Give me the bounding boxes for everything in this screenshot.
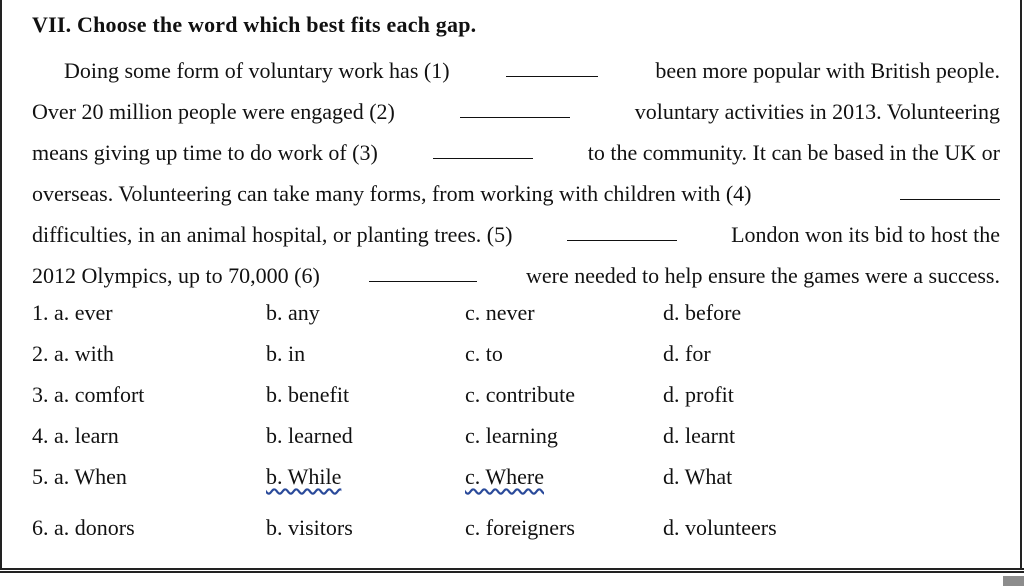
option-5a[interactable]: 5. a. When bbox=[32, 464, 127, 489]
option-3a[interactable]: 3. a. comfort bbox=[32, 382, 145, 407]
bottom-rule bbox=[0, 568, 1024, 573]
passage-line-6 bbox=[32, 255, 1000, 296]
passage-text: Over 20 million people were engaged (2) bbox=[32, 99, 395, 124]
gap-3[interactable] bbox=[433, 132, 533, 159]
option-1d[interactable]: d. before bbox=[663, 300, 742, 325]
passage-line-4 bbox=[32, 173, 1000, 214]
exercise-heading: VII. Choose the word which best fits each gap. bbox=[32, 12, 477, 37]
passage-line-1 bbox=[32, 50, 1000, 91]
option-4d[interactable]: d. learnt bbox=[663, 423, 736, 448]
gap-4[interactable] bbox=[900, 173, 1000, 200]
option-5c[interactable]: c. Where bbox=[465, 464, 544, 489]
passage-text: overseas. Volunteering can take many forms, from working with children with (4) bbox=[32, 181, 752, 206]
passage bbox=[32, 50, 1000, 296]
option-1b[interactable]: b. any bbox=[266, 300, 320, 325]
passage-line-5 bbox=[32, 214, 1000, 255]
gap-6[interactable] bbox=[369, 255, 477, 282]
passage-text: difficulties, in an animal hospital, or planting trees. (5) bbox=[32, 222, 513, 247]
option-2d[interactable]: d. for bbox=[663, 341, 711, 366]
option-6a[interactable]: 6. a. donors bbox=[32, 515, 135, 540]
gap-2[interactable] bbox=[460, 91, 570, 118]
passage-text: 2012 Olympics, up to 70,000 (6) bbox=[32, 263, 320, 288]
option-2a[interactable]: 2. a. with bbox=[32, 341, 114, 366]
option-4a[interactable]: 4. a. learn bbox=[32, 423, 119, 448]
passage-text: means giving up time to do work of (3) bbox=[32, 140, 378, 165]
option-5d[interactable]: d. What bbox=[663, 464, 733, 489]
option-6d[interactable]: d. volunteers bbox=[663, 515, 777, 540]
passage-text: to the community. It can be based in the UK or bbox=[587, 140, 1000, 165]
scroll-indicator bbox=[1003, 576, 1024, 586]
passage-text: were needed to help ensure the games were a success. bbox=[525, 263, 1000, 288]
passage-line-3 bbox=[32, 132, 1000, 173]
option-1a[interactable]: 1. a. ever bbox=[32, 300, 113, 325]
option-3d[interactable]: d. profit bbox=[663, 382, 734, 407]
passage-text: Doing some form of voluntary work has (1) bbox=[64, 58, 450, 83]
option-6b[interactable]: b. visitors bbox=[266, 515, 353, 540]
option-2c[interactable]: c. to bbox=[465, 341, 503, 366]
option-5b[interactable]: b. While bbox=[266, 464, 342, 489]
passage-line-2 bbox=[32, 91, 1000, 132]
gap-5[interactable] bbox=[567, 214, 677, 241]
passage-text: voluntary activities in 2013. Volunteering bbox=[634, 99, 1000, 124]
option-6c[interactable]: c. foreigners bbox=[465, 515, 575, 540]
passage-text: been more popular with British people. bbox=[655, 58, 1000, 83]
option-1c[interactable]: c. never bbox=[465, 300, 535, 325]
option-3b[interactable]: b. benefit bbox=[266, 382, 350, 407]
option-2b[interactable]: b. in bbox=[266, 341, 306, 366]
passage-text: London won its bid to host the bbox=[731, 222, 1000, 247]
option-4b[interactable]: b. learned bbox=[266, 423, 353, 448]
option-3c[interactable]: c. contribute bbox=[465, 382, 575, 407]
gap-1[interactable] bbox=[506, 50, 598, 77]
option-4c[interactable]: c. learning bbox=[465, 423, 558, 448]
